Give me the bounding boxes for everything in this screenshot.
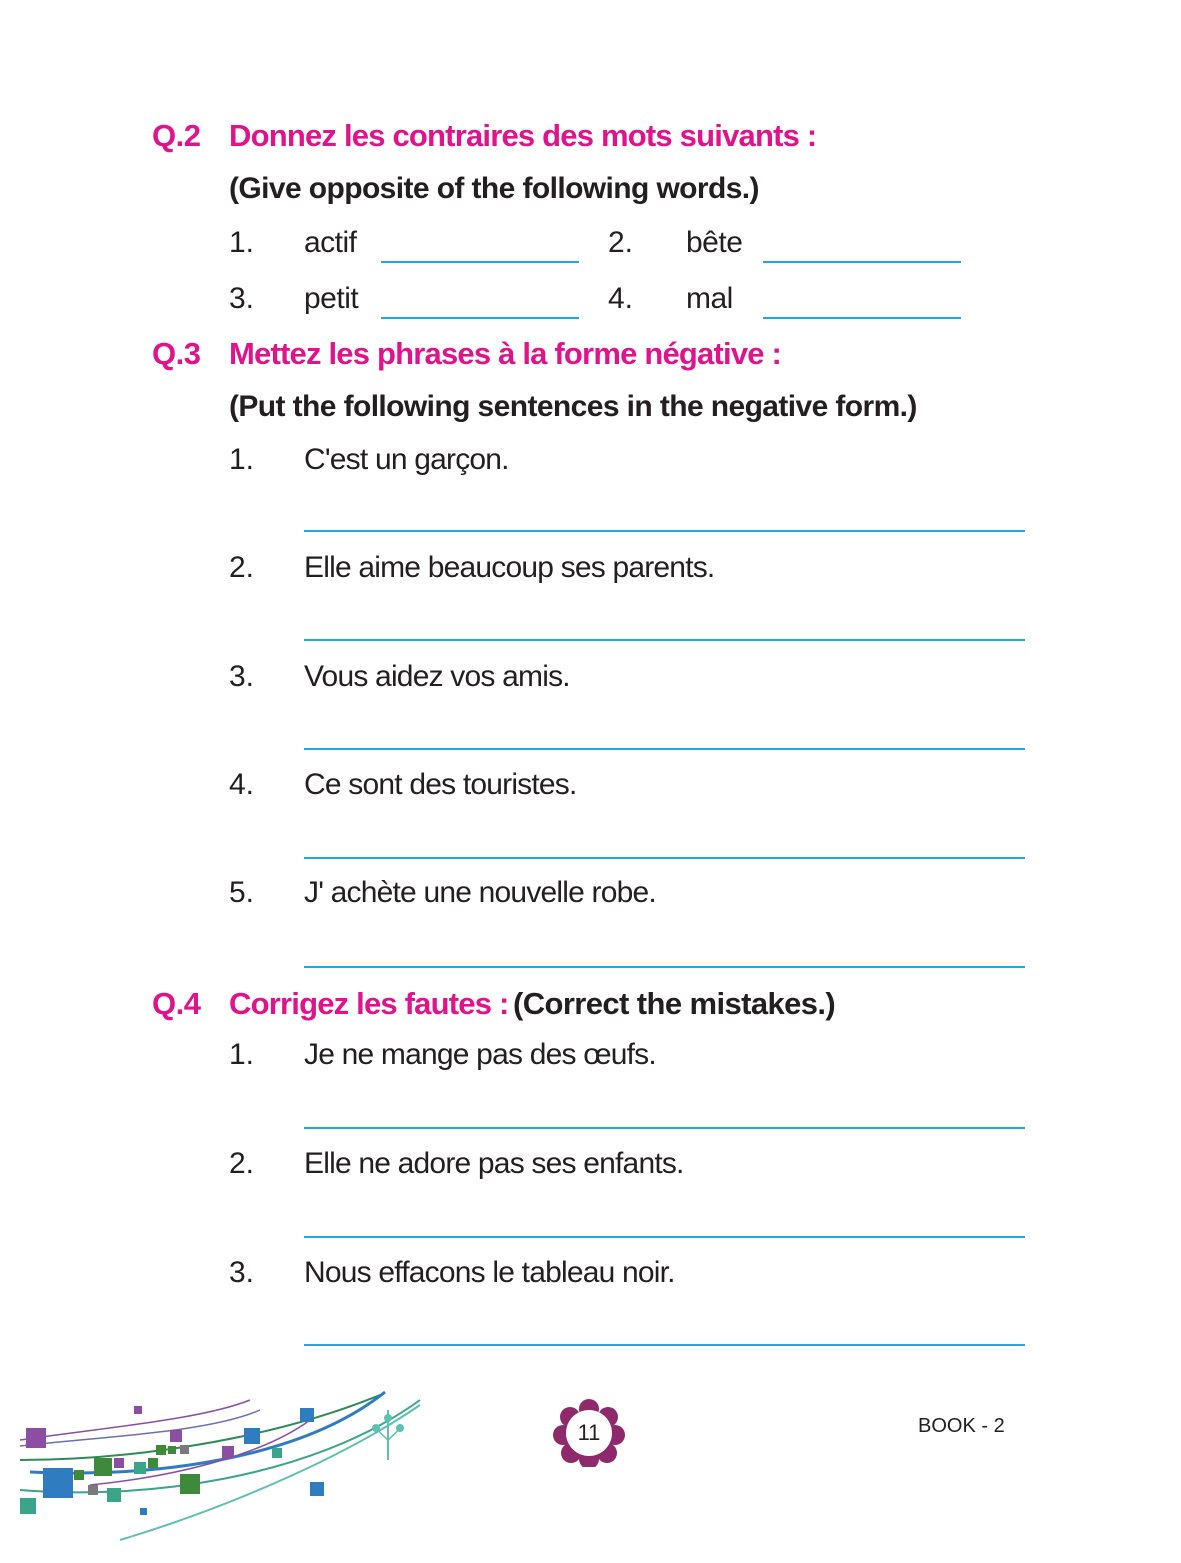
q2-subtitle: (Give opposite of the following words.) bbox=[229, 172, 759, 205]
q3-item-1-sentence: C'est un garçon. bbox=[304, 443, 509, 476]
q3-item-3-sentence: Vous aidez vos amis. bbox=[304, 660, 570, 693]
q2-item-2-answer-line[interactable] bbox=[763, 261, 961, 263]
q2-item-1-word: actif bbox=[304, 226, 357, 259]
q4-item-3-number: 3. bbox=[229, 1256, 255, 1289]
q3-item-5-answer-line[interactable] bbox=[304, 966, 1025, 968]
q2-item-3-number: 3. bbox=[229, 282, 255, 315]
page-number: 11 bbox=[577, 1420, 601, 1445]
q4-item-2-number: 2. bbox=[229, 1147, 255, 1180]
page-number-badge bbox=[553, 1399, 625, 1467]
q4-heading bbox=[229, 986, 835, 1022]
q3-title: Mettez les phrases à la forme négative : bbox=[229, 336, 782, 371]
q4-item-1-number: 1. bbox=[229, 1038, 255, 1071]
q4-item-3-sentence: Nous effacons le tableau noir. bbox=[304, 1256, 675, 1289]
q3-item-1-answer-line[interactable] bbox=[304, 530, 1025, 532]
q2-item-1-number: 1. bbox=[229, 226, 255, 259]
q3-item-3-number: 3. bbox=[229, 660, 255, 693]
q2-item-2-word: bête bbox=[686, 226, 743, 259]
q4-item-2-answer-line[interactable] bbox=[304, 1236, 1025, 1238]
q2-item-1-answer-line[interactable] bbox=[381, 261, 579, 263]
q3-number: Q.3 bbox=[152, 336, 201, 371]
q3-item-2-sentence: Elle aime beaucoup ses parents. bbox=[304, 551, 715, 584]
q4-subtitle: (Correct the mistakes.) bbox=[512, 986, 836, 1021]
q3-item-4-number: 4. bbox=[229, 768, 255, 801]
q3-item-2-number: 2. bbox=[229, 551, 255, 584]
q2-item-4-answer-line[interactable] bbox=[763, 317, 961, 319]
q2-item-3-answer-line[interactable] bbox=[381, 317, 579, 319]
q4-item-1-sentence: Je ne mange pas des œufs. bbox=[304, 1038, 656, 1071]
q2-number: Q.2 bbox=[152, 118, 201, 153]
book-label: BOOK - 2 bbox=[918, 1415, 1005, 1437]
q4-item-3-answer-line[interactable] bbox=[304, 1344, 1025, 1346]
q3-subtitle: (Put the following sentences in the negative form.) bbox=[229, 390, 917, 423]
q3-item-2-answer-line[interactable] bbox=[304, 639, 1025, 641]
q3-item-1-number: 1. bbox=[229, 443, 255, 476]
q3-item-5-number: 5. bbox=[229, 876, 255, 909]
q3-item-3-answer-line[interactable] bbox=[304, 748, 1025, 750]
footer-decoration bbox=[10, 1390, 440, 1550]
q3-item-5-sentence: J' achète une nouvelle robe. bbox=[304, 876, 656, 909]
q2-item-4-number: 4. bbox=[608, 282, 634, 315]
q4-number: Q.4 bbox=[152, 986, 201, 1021]
q2-item-4-word: mal bbox=[686, 282, 733, 315]
q3-item-4-answer-line[interactable] bbox=[304, 857, 1025, 859]
q4-item-1-answer-line[interactable] bbox=[304, 1127, 1025, 1129]
q4-title: Corrigez les fautes : bbox=[229, 986, 509, 1021]
q4-item-2-sentence: Elle ne adore pas ses enfants. bbox=[304, 1147, 684, 1180]
q3-item-4-sentence: Ce sont des touristes. bbox=[304, 768, 577, 801]
q2-item-2-number: 2. bbox=[608, 226, 634, 259]
q2-title: Donnez les contraires des mots suivants : bbox=[229, 118, 817, 153]
q2-item-3-word: petit bbox=[304, 282, 359, 315]
